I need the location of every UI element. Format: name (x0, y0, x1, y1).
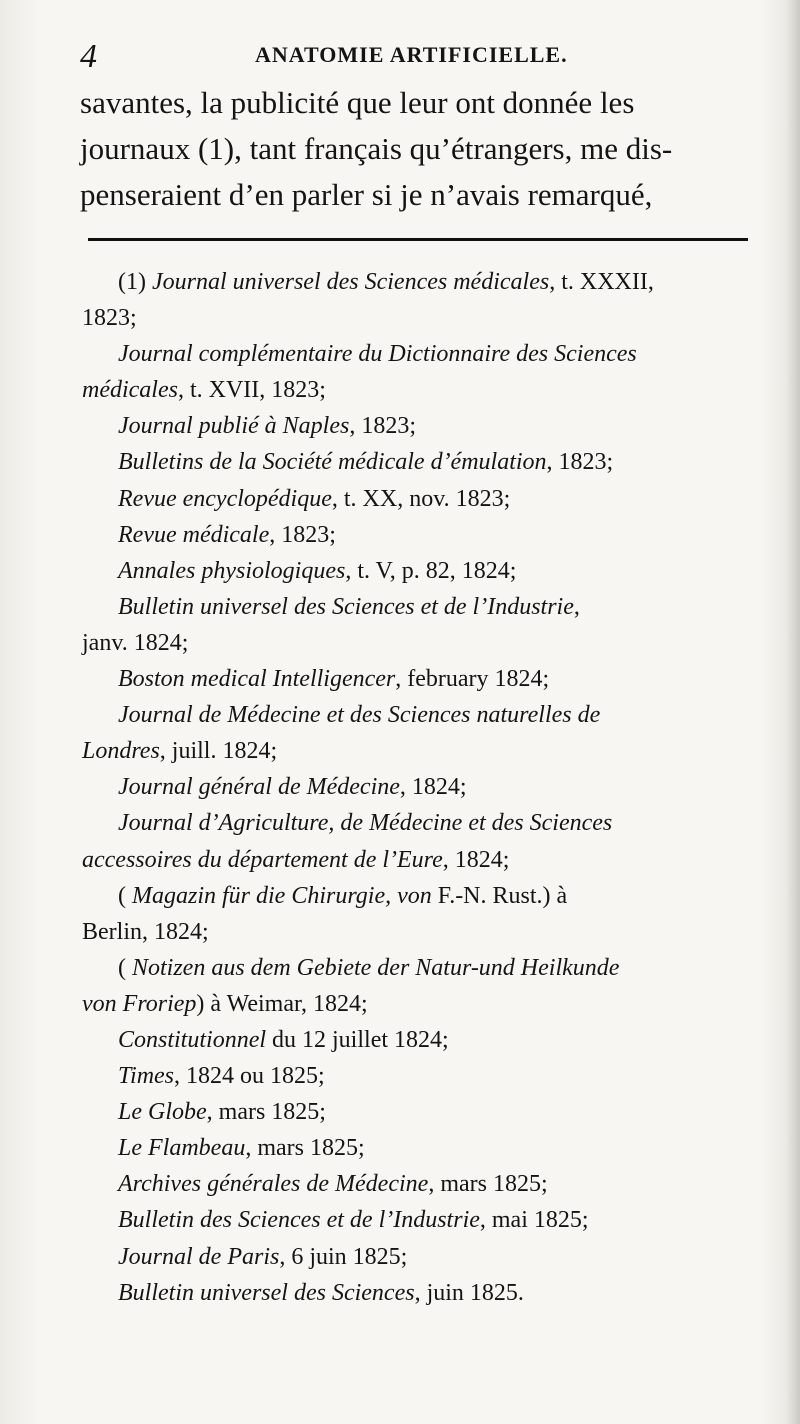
footnote-title: Journal de Paris (118, 1243, 280, 1270)
footnote-line (82, 1058, 762, 1094)
footnote-line (82, 1239, 762, 1275)
footnote-title: Journal complémentaire du Dictionnaire des Sciences (118, 341, 637, 368)
page-number: 4 (80, 38, 97, 75)
footnote-detail: , t. V, p. 82, 1824; (345, 557, 517, 584)
footnote-title: Journal universel des Sciences médicales (151, 269, 550, 295)
footnote-line (82, 408, 762, 444)
footnote-prefix: janv. 1824; (82, 629, 189, 656)
footnote-detail: , t. XX, nov. 1823; (331, 485, 511, 512)
footnote-line (82, 517, 762, 553)
footnote-title: Journal de Médecine et des Sciences naturelles de (118, 702, 601, 729)
footnote-line (82, 805, 762, 841)
footnote-line (82, 950, 762, 986)
footnote-detail: , 1824; (442, 846, 510, 873)
footnote-title: Constitutionnel (118, 1026, 267, 1053)
footnote-prefix: ( (118, 954, 132, 981)
footnote-detail: du 12 juillet 1824; (266, 1026, 449, 1053)
footnote-line (82, 589, 762, 625)
footnote-title: Magazin für die Chirurgie, von (132, 882, 432, 909)
footnote-line (82, 553, 762, 589)
footnote-detail: , juill. 1824; (159, 738, 278, 765)
footnote-title: Bulletins de la Société médicale d’émulation (118, 449, 547, 476)
footnote-detail: , 1823; (349, 413, 416, 440)
body-line: journaux (1), tant français qu’étrangers, me dis- (80, 131, 673, 166)
footnote-line (82, 481, 762, 517)
footnote-detail: , t. XXXII, (549, 269, 654, 295)
footnote-line (82, 986, 762, 1022)
footnote-detail: , february 1824; (395, 666, 550, 693)
footnote-line (82, 661, 762, 697)
footnote-title: Notizen aus dem Gebiete der Natur-und Heilkunde (132, 954, 620, 981)
body-text (80, 80, 750, 218)
page-edge-shadow (786, 0, 800, 1424)
footnote-line (82, 444, 762, 480)
footnote-line (82, 300, 762, 336)
footnote-line (82, 1094, 762, 1130)
page-header (0, 30, 800, 74)
footnote-detail: , 6 juin 1825; (279, 1243, 408, 1270)
footnotes (82, 264, 762, 1311)
footnote-line (82, 1202, 762, 1238)
footnote-detail: , juin 1825. (414, 1279, 524, 1306)
footnote-title: Revue médicale (118, 521, 270, 548)
footnote-title: Boston medical Intelligencer (118, 666, 396, 693)
footnote-detail: , mars 1825; (245, 1135, 365, 1162)
footnote-line (82, 733, 762, 769)
footnote-detail: , 1824 ou 1825; (174, 1063, 325, 1090)
footnote-detail: , t. XVII, 1823; (177, 377, 326, 404)
footnote-prefix: Berlin, 1824; (82, 918, 209, 945)
footnote-line (82, 769, 762, 805)
footnote-title: Journal général de Médecine (118, 774, 400, 801)
footnote-line (82, 1166, 762, 1202)
body-line: penseraient d’en parler si je n’avais remarqué, (80, 177, 653, 212)
footnote-prefix: (1) (118, 269, 152, 295)
footnote-line (82, 914, 762, 950)
footnote-title: Le Flambeau (118, 1135, 246, 1162)
footnote-separator-rule (88, 238, 748, 241)
footnote-line (82, 264, 762, 300)
footnote-title: Archives générales de Médecine (118, 1171, 429, 1198)
footnote-title: accessoires du département de l’Eure (82, 846, 443, 873)
footnote-title: Annales physiologiques (118, 557, 346, 584)
footnote-title: Londres (82, 738, 160, 765)
footnote-title: Revue encyclopédique (118, 485, 332, 512)
footnote-detail: ) à Weimar, 1824; (196, 990, 368, 1017)
footnote-prefix: ( (118, 882, 132, 909)
footnote-title: Journal publié à Naples (118, 413, 350, 440)
footnote-line (82, 1022, 762, 1058)
footnote-title: Times (118, 1063, 175, 1090)
footnote-detail: , mai 1825; (479, 1207, 589, 1234)
footnote-line (82, 625, 762, 661)
footnote-detail: , 1824; (399, 774, 467, 801)
footnote-prefix: 1823; (82, 305, 137, 332)
footnote-line (82, 1130, 762, 1166)
footnote-detail: F.-N. Rust.) à (431, 882, 568, 909)
footnote-line (82, 372, 762, 408)
running-title: ANATOMIE ARTIFICIELLE. (255, 42, 568, 67)
footnote-line (82, 1275, 762, 1311)
footnote-title: Journal d’Agriculture, de Médecine et des Sciences (118, 810, 613, 837)
footnote-title: médicales (82, 377, 178, 404)
footnote-line (82, 336, 762, 372)
body-line: savantes, la publicité que leur ont donnée les (80, 85, 635, 120)
footnote-line (82, 842, 762, 878)
footnote-detail: , (573, 593, 580, 620)
footnote-title: Bulletin universel des Sciences et de l’Industrie (118, 593, 574, 620)
footnote-title: Bulletin universel des Sciences (118, 1279, 415, 1306)
footnote-detail: , 1823; (269, 521, 336, 548)
footnote-line (82, 697, 762, 733)
footnote-title: Le Globe (118, 1099, 207, 1126)
footnote-title: Bulletin des Sciences et de l’Industrie (118, 1207, 480, 1234)
footnote-detail: , 1823; (546, 449, 614, 476)
footnote-line (82, 878, 762, 914)
footnote-detail: , mars 1825; (206, 1099, 326, 1126)
footnote-title: von Froriep (82, 990, 197, 1017)
footnote-detail: , mars 1825; (428, 1171, 548, 1198)
